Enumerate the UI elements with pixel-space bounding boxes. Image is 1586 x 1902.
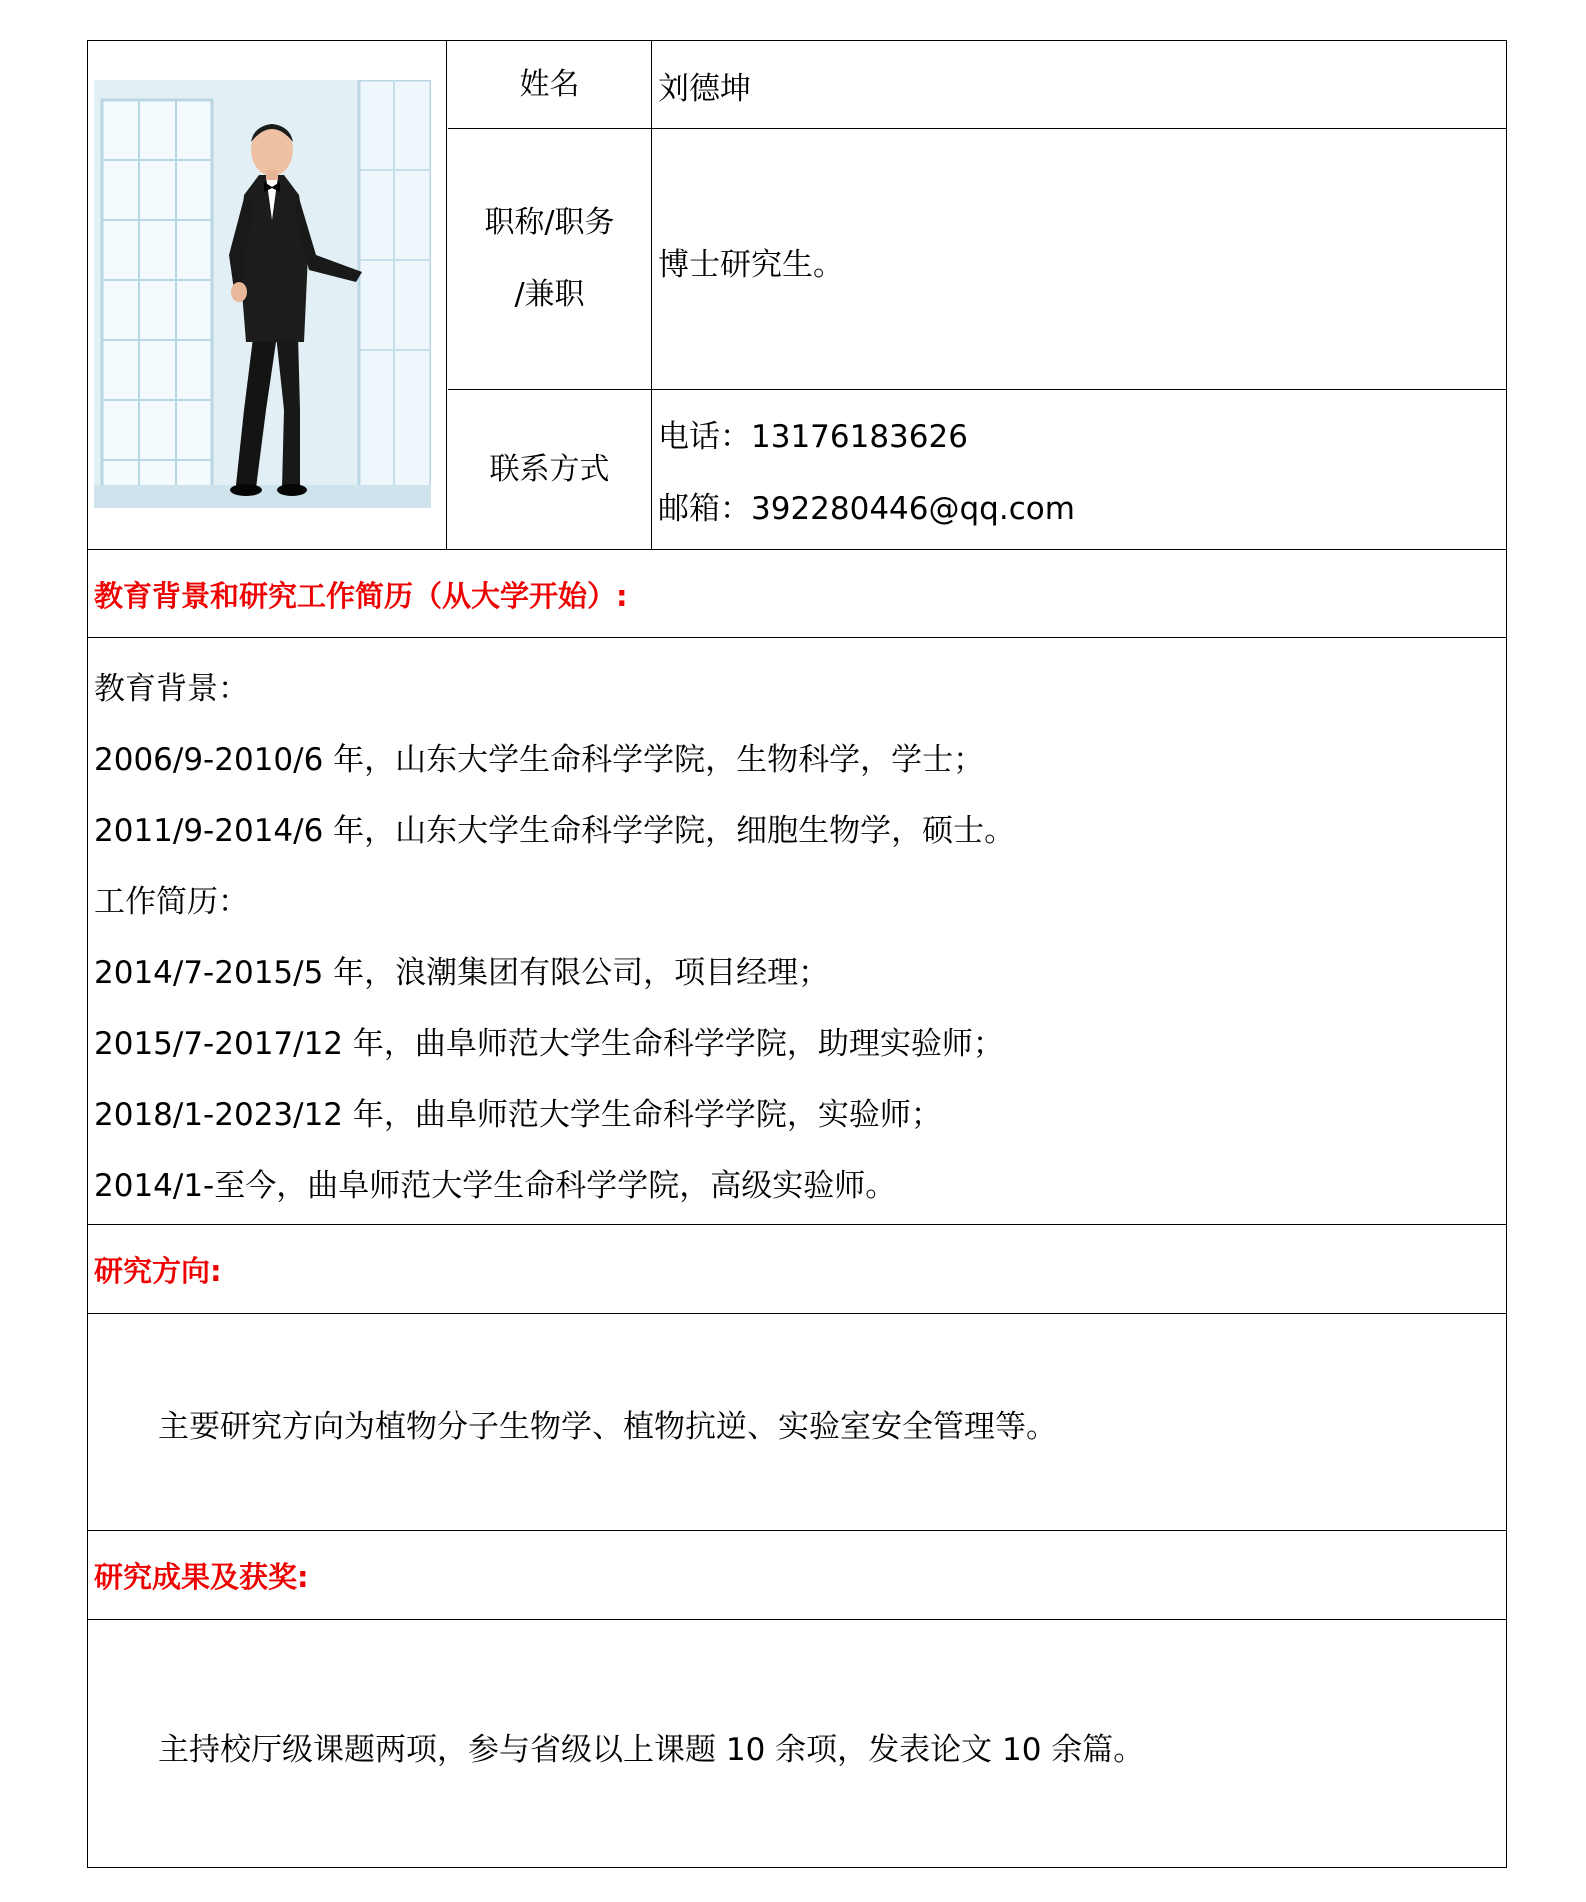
achievements-section-title: 研究成果及获奖:	[94, 1560, 309, 1594]
profile-sheet	[87, 40, 1507, 1868]
title-label	[448, 129, 651, 389]
phone-value: 电话：13176183626	[658, 419, 968, 455]
achievements-text: 主持校厅级课题两项，参与省级以上课题 10 余项，发表论文 10 余篇。	[158, 1732, 1145, 1768]
row-divider	[88, 637, 1506, 638]
education-line: 2014/1-至今，曲阜师范大学生命科学学院，高级实验师。	[94, 1168, 897, 1204]
title-label-line2: /兼职	[514, 277, 585, 312]
row-divider	[88, 1224, 1506, 1225]
portrait-illustration	[94, 80, 431, 508]
row-divider	[88, 1530, 1506, 1531]
column-divider	[446, 41, 447, 549]
research-section-title: 研究方向:	[94, 1254, 222, 1288]
education-line: 2006/9-2010/6 年，山东大学生命科学学院，生物科学，学士；	[94, 742, 985, 778]
column-divider	[651, 41, 652, 549]
research-text: 主要研究方向为植物分子生物学、植物抗逆、实验室安全管理等。	[158, 1409, 1057, 1445]
portrait-photo	[94, 80, 431, 508]
education-line: 教育背景：	[94, 671, 249, 707]
title-label-line1: 职称/职务	[484, 205, 615, 240]
education-line: 2015/7-2017/12 年，曲阜师范大学生命科学学院，助理实验师；	[94, 1026, 1004, 1062]
title-value: 博士研究生。	[658, 247, 844, 283]
name-label: 姓名	[519, 66, 580, 102]
email-value: 邮箱：392280446@qq.com	[658, 491, 1075, 527]
education-line: 2011/9-2014/6 年，山东大学生命科学学院，细胞生物学，硕士。	[94, 813, 1016, 849]
contact-label: 联系方式	[489, 451, 610, 487]
row-divider	[88, 1313, 1506, 1314]
education-line: 2018/1-2023/12 年，曲阜师范大学生命科学学院，实验师；	[94, 1097, 942, 1133]
education-line: 工作简历：	[94, 884, 249, 920]
education-section-title: 教育背景和研究工作简历（从大学开始）:	[94, 579, 628, 613]
education-line: 2014/7-2015/5 年，浪潮集团有限公司，项目经理；	[94, 955, 830, 991]
name-value: 刘德坤	[658, 71, 751, 107]
row-divider	[88, 1619, 1506, 1620]
row-divider	[88, 549, 1506, 550]
